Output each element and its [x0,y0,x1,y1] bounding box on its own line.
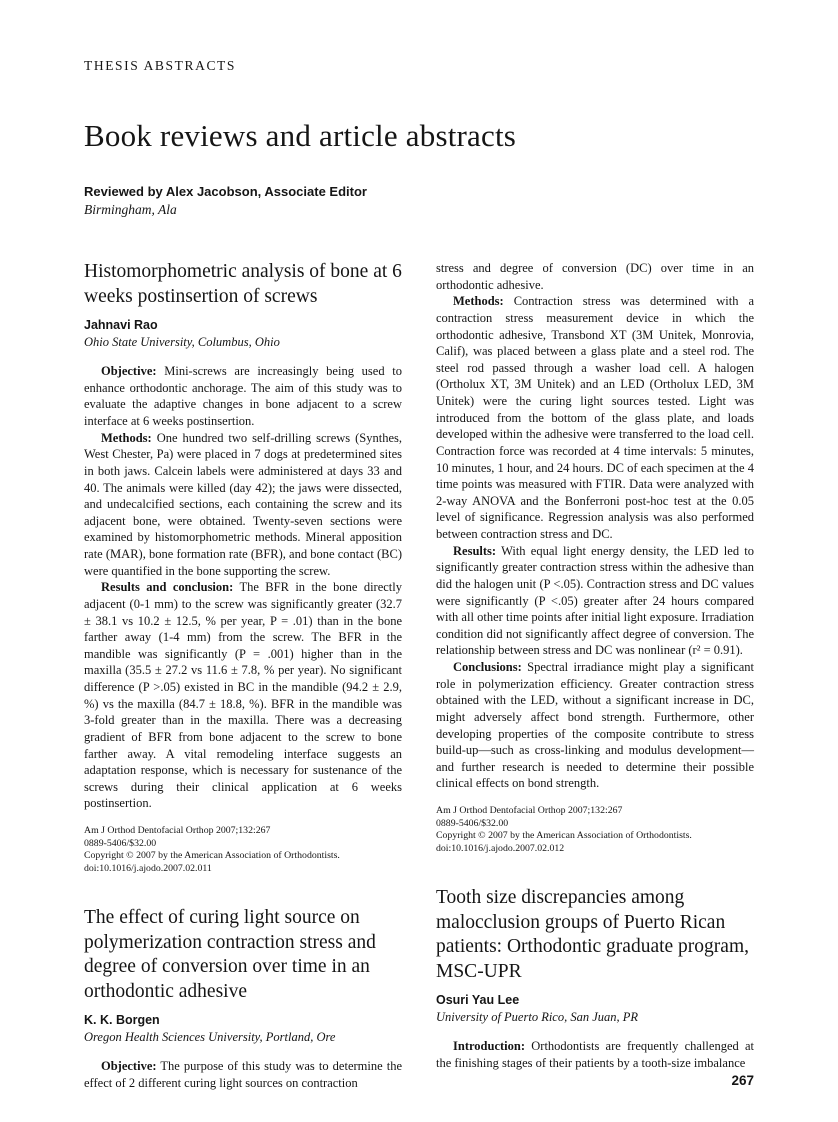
article-1-citation [84,825,402,876]
page-title: Book reviews and article abstracts [84,118,517,153]
article-3-start [436,886,754,1072]
paragraph-text: With equal light energy density, the LED led to significantly greater contraction stress within the adhesive than did the halogen unit (P <.05). Contraction stress and DC values were significantly (P <.05) greater after 24 hours compared with all other time points after initial light exposure. Irradiation condition did not significantly affect degree of conversion. The relationship between stress and DC was nonlinear (r² = 0.91). [436,543,755,658]
paragraph-lead: Objective: [101,364,157,379]
article-1-title: Histomorphometric analysis of bone at 6 weeks postinsertion of screws [84,261,402,307]
article-2-paragraph-methods [436,293,754,542]
article-2-start [84,906,402,1092]
citation-doi-line: doi:10.1016/j.ajodo.2007.02.012 [436,843,565,855]
paragraph-lead: Introduction: [453,1039,526,1054]
paragraph-lead: Methods: [453,294,504,309]
article-1-paragraph-results [84,579,402,812]
citation-journal-line: Am J Orthod Dentofacial Orthop 2007;132:267 [436,805,623,816]
right-column [436,260,754,1091]
paragraph-text: The BFR in the bone directly adjacent (0-1 mm) to the screw was significantly greater (32.7 ± 38.1 vs 10.2 ± 12.5, % per year, P = .01) than in the bone farther away (1-4 mm) from the screw. The BFR in the mandible was significantly (P = .001) higher than in the maxilla (35.5 ± 27.2 vs 11.6 ± 7.8, % per year). No significant difference (P >.05) existed in BC in the mandible (94.2 ± 2.9, %) vs the maxilla (84.7 ± 18.8, %). BFR in the mandible was 3-fold greater than in the maxilla. There was a decreasing gradient of BFR from bone adjacent to the screw to bone farther away. A vital remodeling interface suggests an adaptation response, which is necessary for sustenance of the screws during their clinical application at 6 weeks postinsertion. [84,580,403,811]
article-1-paragraph-objective [84,363,402,430]
paragraph-lead: Objective: [101,1059,157,1074]
article-2-paragraph-objective-continued [436,260,754,293]
paragraph-lead: Methods: [101,430,152,445]
paragraph-text: The purpose of this study was to determine the effect of 2 different curing light sources on contraction [84,1059,402,1090]
paragraph-text: Spectral irradiance might play a significant role in polymerization efficiency. Greater contraction stress obtained with the LED, without a significant increase in DC, might adversely affect bond strength. Furthermore, other developing properties of the composite contribute to stress build-up—such as cross-linking and modulus development—and further research is needed to determine their possible clinical effects on bond strength. [436,660,755,791]
citation-issn-line: 0889-5406/$32.00 [436,817,509,829]
article-1-paragraph-methods [84,430,402,580]
reviewer-location: Birmingham, Ala [84,202,177,217]
article-2-continued [436,260,754,856]
paragraph-lead: Conclusions: [453,660,522,674]
paragraph-text: Orthodontists are frequently challenged at the finishing stages of their patients by a tooth-size imbalance [436,1039,754,1070]
article-3-affiliation: University of Puerto Rico, San Juan, PR [436,1010,639,1025]
article-3-title: Tooth size discrepancies among malocclusion groups of Puerto Rican patients: Orthodontic graduate program, MSC-UPR [436,886,749,982]
article-2-title: The effect of curing light source on polymerization contraction stress and degree of conversion over time in an orthodontic adhesive [84,906,376,1002]
reviewed-by-line: Reviewed by Alex Jacobson, Associate Editor [84,184,367,199]
article-3-paragraph-introduction [436,1038,754,1071]
citation-issn-line: 0889-5406/$32.00 [84,837,157,849]
article-1-affiliation: Ohio State University, Columbus, Ohio [84,335,280,350]
citation-doi-line: doi:10.1016/j.ajodo.2007.02.011 [84,863,212,875]
article-3-author: Osuri Yau Lee [436,993,520,1008]
paragraph-lead: Results and conclusion: [101,580,234,595]
two-column-layout [84,260,755,1091]
article-2-affiliation: Oregon Health Sciences University, Portland, Ore [84,1030,336,1045]
paragraph-text: stress and degree of conversion (DC) over time in an orthodontic adhesive. [436,261,754,292]
article-2-paragraph-conclusions [436,659,754,792]
paragraph-text: Mini-screws are increasingly being used to enhance orthodontic anchorage. The aim of this study was to evaluate the adaptive changes in bone adjacent to a screw interface at 6 weeks postinsertion. [84,364,402,428]
page-number: 267 [731,1073,754,1088]
left-column [84,260,402,1091]
citation-copyright-line: Copyright © 2007 by the American Association of Orthodontists. [436,830,692,842]
paragraph-lead: Results: [453,543,497,558]
citation-journal-line: Am J Orthod Dentofacial Orthop 2007;132:267 [84,825,271,836]
article-2-citation [436,805,754,856]
article-2-author: K. K. Borgen [84,1013,160,1028]
article-2-paragraph-results [436,543,754,659]
running-head: THESIS ABSTRACTS [84,58,237,73]
citation-copyright-line: Copyright © 2007 by the American Association of Orthodontists. [84,850,340,862]
article-2-paragraph-objective [84,1058,402,1091]
paragraph-text: Contraction stress was determined with a contraction stress measurement device in which the orthodontic adhesive, Transbond XT (3M Unitek, Monrovia, Calif), was placed between a glass plate and a steel rod. The steel rod passed through a washer load cell. A halogen (Ortholux XT, 3M Unitek) and an LED (Ortholux LED, 3M Unitek) were the curing light sources tested. Light was introduced from the bottom of the glass plate, and loads developed within the adhesive were transferred to the load cell. Contraction force was recorded at 4 time intervals: 5 minutes, 10 minutes, 1 hour, and 24 hours. DC of each specimen at the 4 time points was measured with FTIR. Data were analyzed with 2-way ANOVA and the Bonferroni post-hoc test at the 0.05 level of significance. Regression analysis was also performed between contraction stress and DC. [436,294,754,541]
article-1-author: Jahnavi Rao [84,318,158,333]
article-1 [84,260,402,876]
paragraph-text: One hundred two self-drilling screws (Synthes, West Chester, Pa) were placed in 7 dogs at predetermined sites in both jaws. Calcein labels were administered at days 33 and 40. The animals were killed (day 42); the jaws were dissected, and undecalcified sections, each containing the screw and its adjacent bone, were obtained. Twenty-seven sections were examined by histomorphometric methods. Mineral apposition rate (MAR), bone formation rate (BFR), and bone contact (BC) were quantified in the bone supporting the screw. [84,430,402,578]
